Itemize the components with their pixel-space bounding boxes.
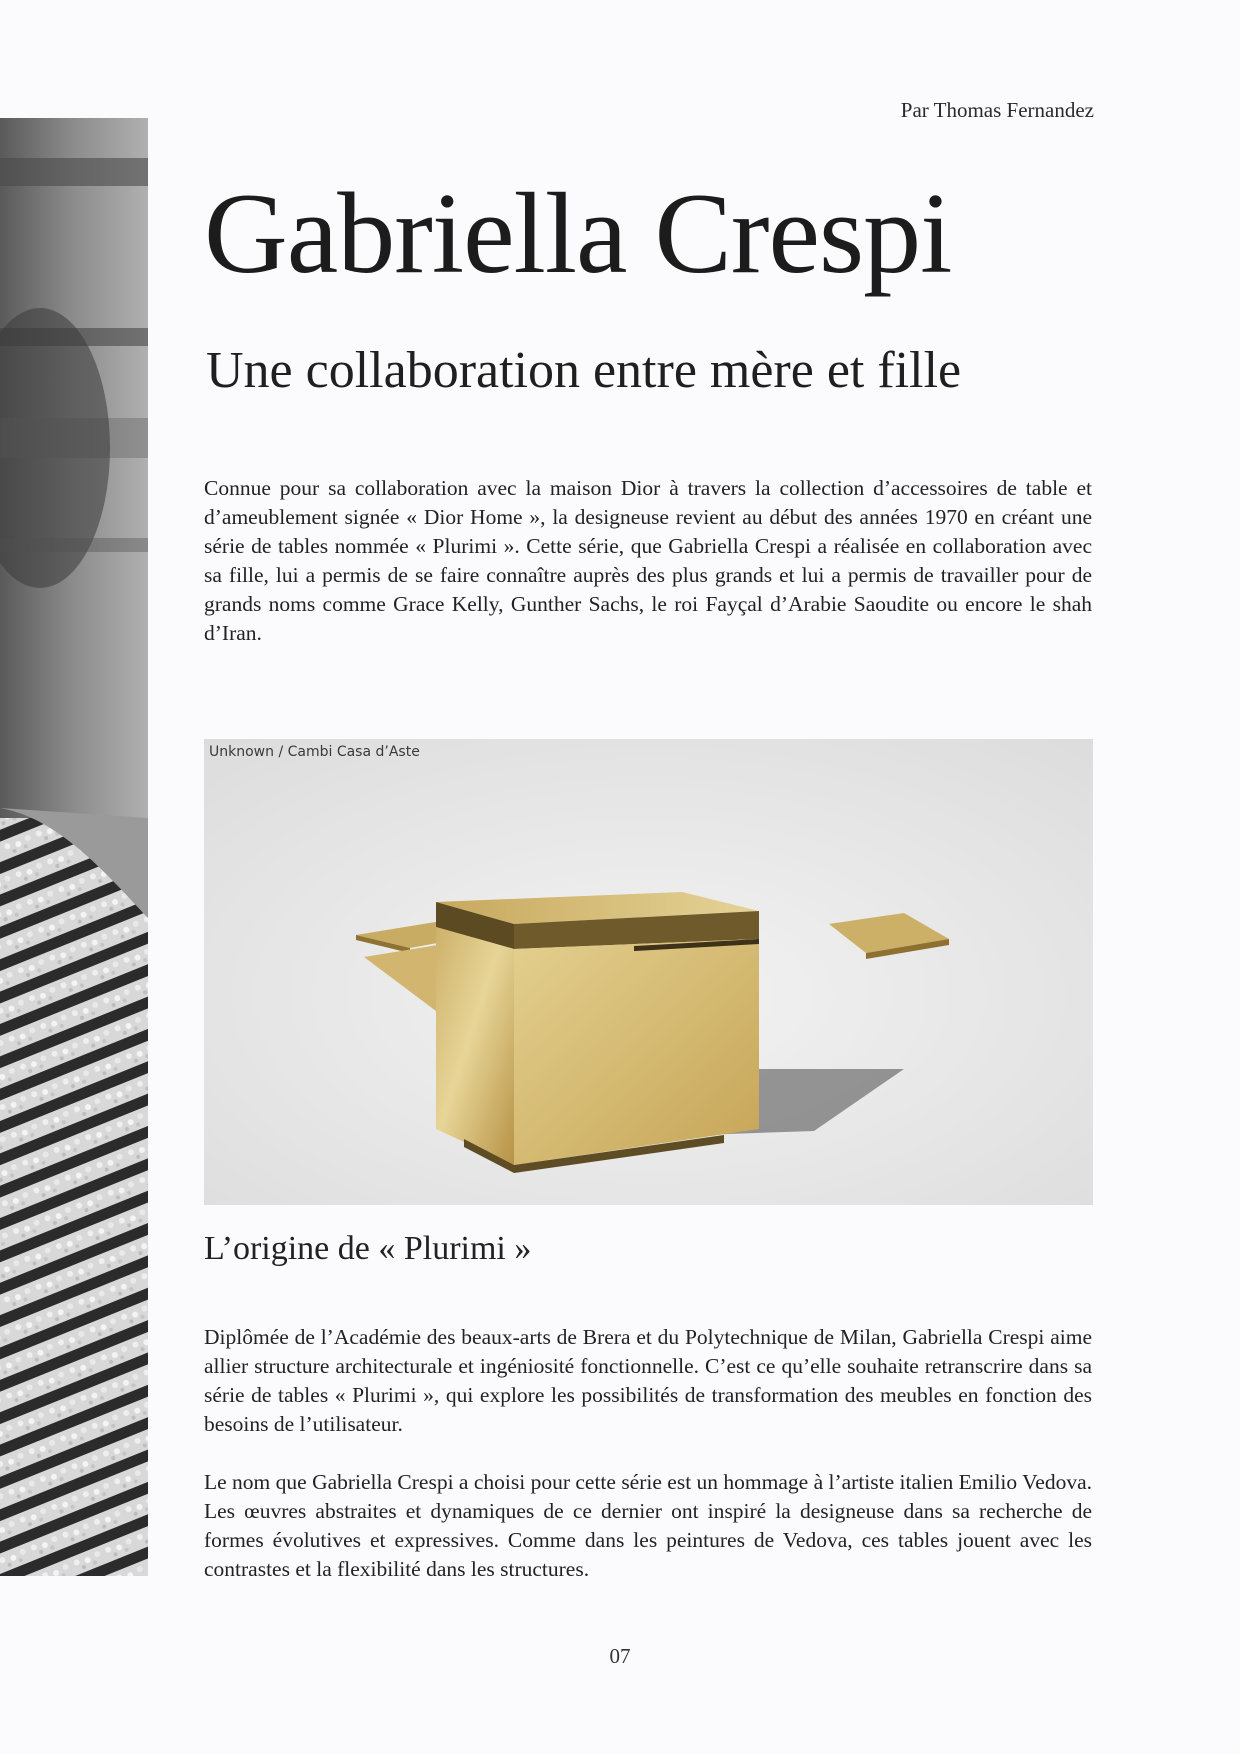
body-paragraph-2: Le nom que Gabriella Crespi a choisi pour cette série est un hommage à l’artiste italien Emilio Vedova. Les œuvres abstraites et dynamiques de ce dernier ont inspiré la designeuse dans sa recherche de formes évolutives et expressives. Comme dans les peintures de Vedova, ces tables jouent avec les contrastes et la flexibilité dans les structures. — [204, 1470, 1092, 1581]
article-subtitle: Une collaboration entre mère et fille — [206, 342, 962, 399]
body-paragraph-1: Diplômée de l’Académie des beaux-arts de Brera et du Polytechnique de Milan, Gabriella Crespi aime allier structure architecturale et ingéniosité fonctionnelle. C’est ce qu’elle souhaite retranscrire dans sa série de tables « Plurimi », qui explore les possibilités de transformation des meubles en fonction des besoins de l’utilisateur. — [204, 1325, 1092, 1436]
article-title: Gabriella Crespi — [204, 170, 952, 298]
byline: Par Thomas Fernandez — [900, 98, 1094, 122]
photo-credit: Unknown / Cambi Casa d’Aste — [209, 744, 420, 760]
table-photo — [204, 739, 1093, 1205]
intro-paragraph: Connue pour sa collaboration avec la maison Dior à travers la collection d’accessoires de table et d’ameublement signée « Dior Home », la designeuse revient au début des années 1970 en créant une série de tables nommée « Plurimi ». Cette série, que Gabriella Crespi a réalisée en collaboration avec sa fille, lui a permis de se faire connaître auprès des plus grands et lui a permis de travailler pour de grands noms comme Grace Kelly, Gunther Sachs, le roi Fayçal d’Arabie Saoudite ou encore le shah d’Iran. — [204, 476, 1092, 645]
side-photo — [0, 118, 148, 1576]
section-heading: L’origine de « Plurimi » — [204, 1230, 532, 1267]
page-number: 07 — [609, 1644, 631, 1668]
